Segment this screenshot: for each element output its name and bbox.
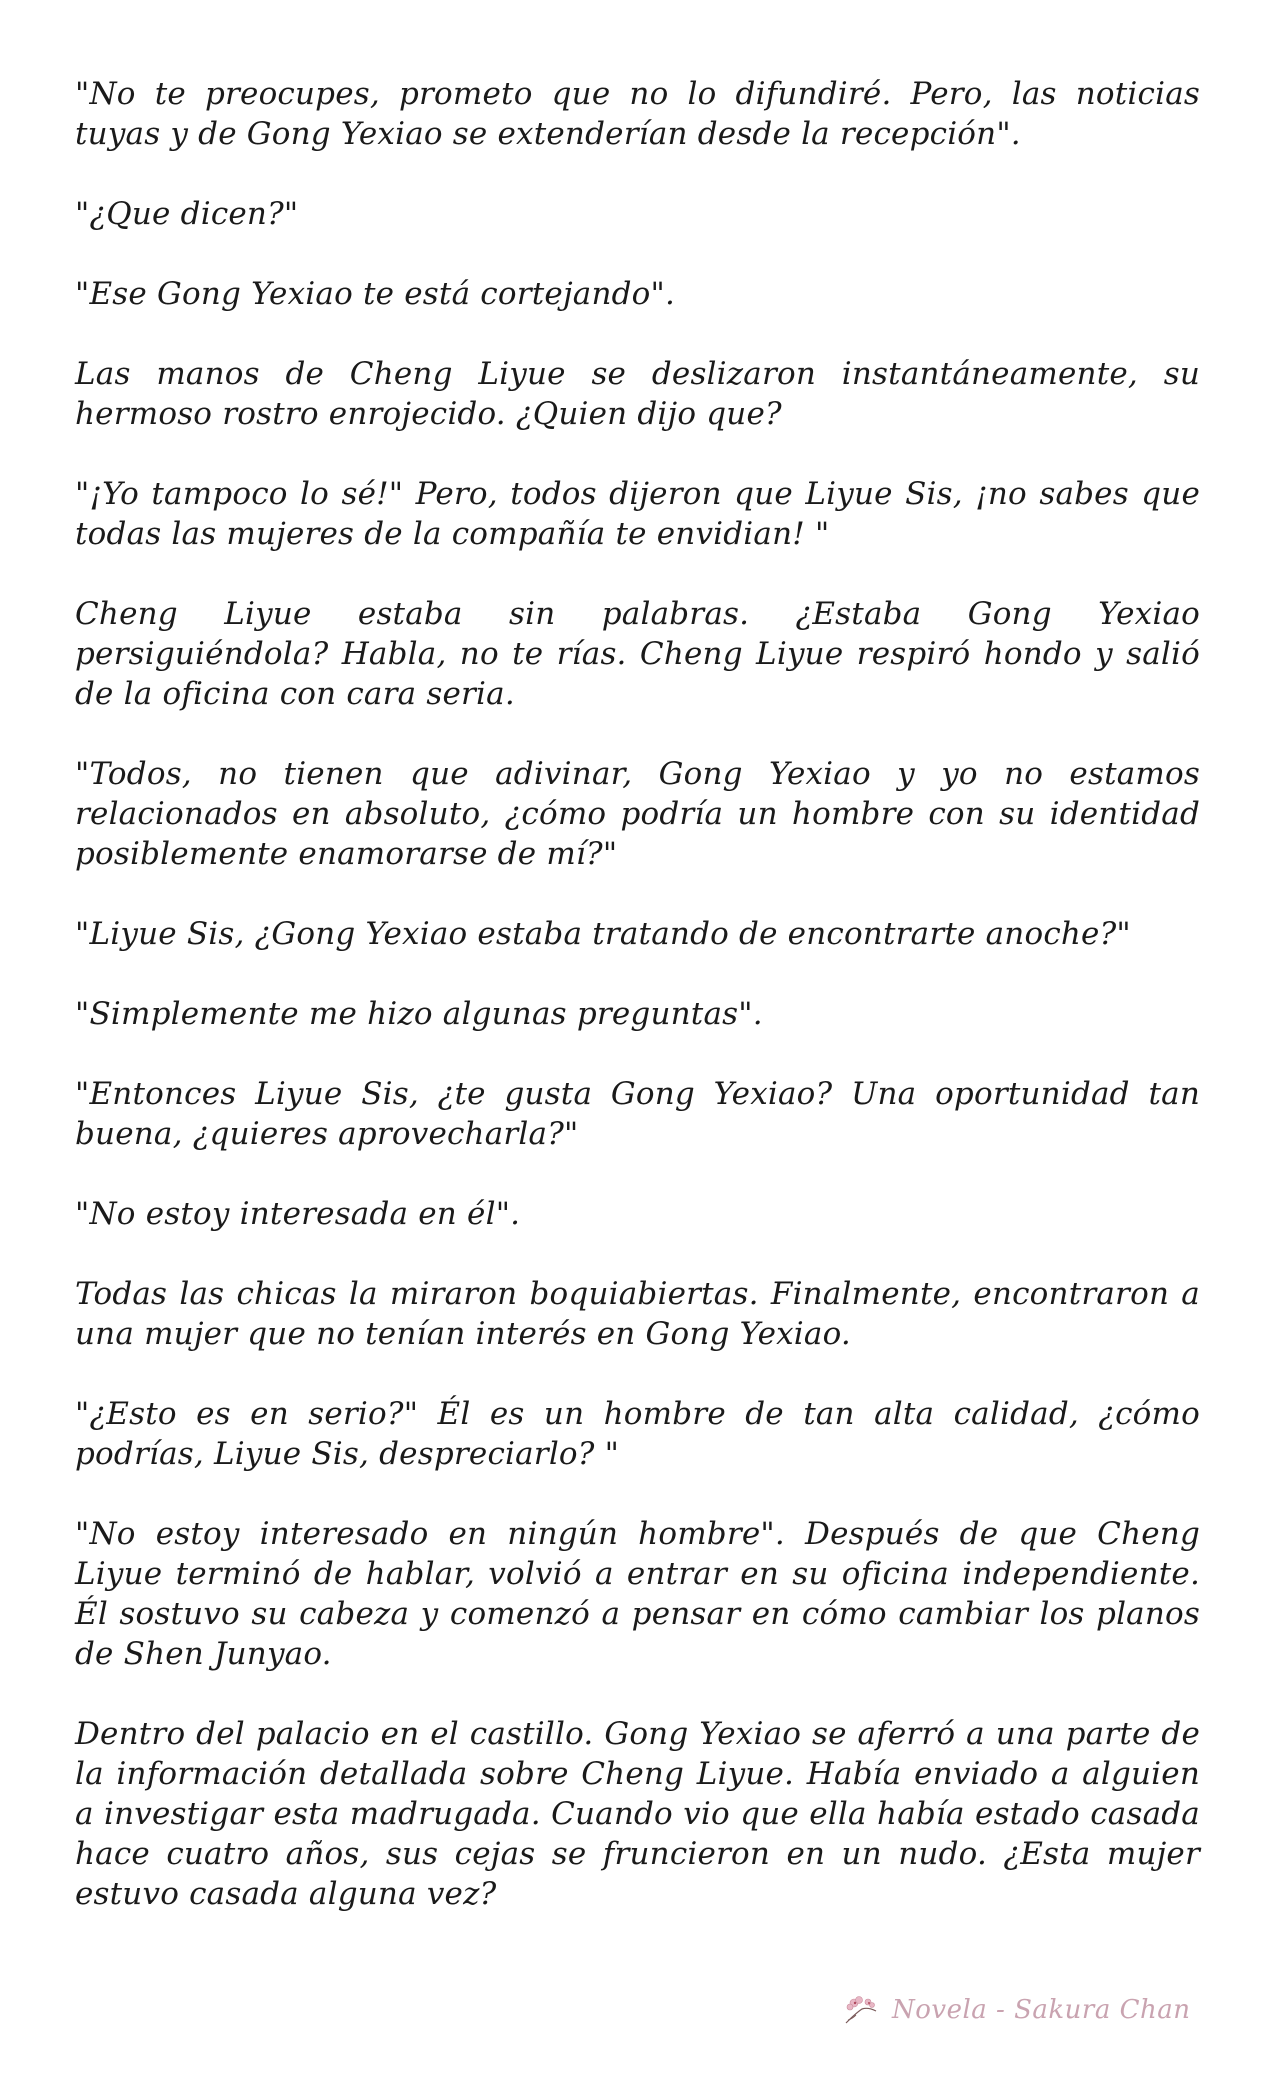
watermark-text: Novela - Sakura Chan xyxy=(892,1995,1191,2025)
paragraph-1: "No te preocupes, prometo que no lo difundiré. Pero, las noticias tuyas y de Gong Yexiao se extenderían desde la recepción". xyxy=(75,76,1200,152)
paragraph-3: "Ese Gong Yexiao te está cortejando". xyxy=(75,276,676,312)
paragraph-6: Cheng Liyue estaba sin palabras. ¿Estaba Gong Yexiao persiguiéndola? Habla, no te rías. Cheng Liyue respiró hondo y salió de la oficina con cara seria. xyxy=(75,596,1200,712)
paragraph-9: "Simplemente me hizo algunas preguntas". xyxy=(75,996,763,1032)
cherry-blossom-icon xyxy=(842,1993,882,2027)
paragraph-4: Las manos de Cheng Liyue se deslizaron instantáneamente, su hermoso rostro enrojecido. ¿Quien dijo que? xyxy=(75,356,1200,432)
paragraph-14: "No estoy interesado en ningún hombre". Después de que Cheng Liyue terminó de hablar, volvió a entrar en su oficina independiente. Él sostuvo su cabeza y comenzó a pensar en cómo cambiar los planos de Shen Junyao. xyxy=(75,1516,1200,1672)
document-body xyxy=(75,74,1200,1954)
paragraph-11: "No estoy interesada en él". xyxy=(75,1196,521,1232)
paragraph-12: Todas las chicas la miraron boquiabiertas. Finalmente, encontraron a una mujer que no tenían interés en Gong Yexiao. xyxy=(75,1276,1200,1352)
paragraph-7: "Todos, no tienen que adivinar, Gong Yexiao y yo no estamos relacionados en absoluto, ¿cómo podría un hombre con su identidad posiblemente enamorarse de mí?" xyxy=(75,756,1200,872)
paragraph-10: "Entonces Liyue Sis, ¿te gusta Gong Yexiao? Una oportunidad tan buena, ¿quieres aprovecharla?" xyxy=(75,1076,1200,1152)
paragraph-8: "Liyue Sis, ¿Gong Yexiao estaba tratando de encontrarte anoche?" xyxy=(75,916,1131,952)
watermark xyxy=(842,1990,1191,2030)
paragraph-2: "¿Que dicen?" xyxy=(75,196,299,232)
paragraph-13: "¿Esto es en serio?" Él es un hombre de tan alta calidad, ¿cómo podrías, Liyue Sis, despreciarlo? " xyxy=(75,1396,1200,1472)
paragraph-15: Dentro del palacio en el castillo. Gong Yexiao se aferró a una parte de la información detallada sobre Cheng Liyue. Había enviado a alguien a investigar esta madrugada. Cuando vio que ella había estado casada hace cuatro años, sus cejas se fruncieron en un nudo. ¿Esta mujer estuvo casada alguna vez? xyxy=(75,1716,1200,1912)
paragraph-5: "¡Yo tampoco lo sé!" Pero, todos dijeron que Liyue Sis, ¡no sabes que todas las mujeres de la compañía te envidian! " xyxy=(75,476,1200,552)
